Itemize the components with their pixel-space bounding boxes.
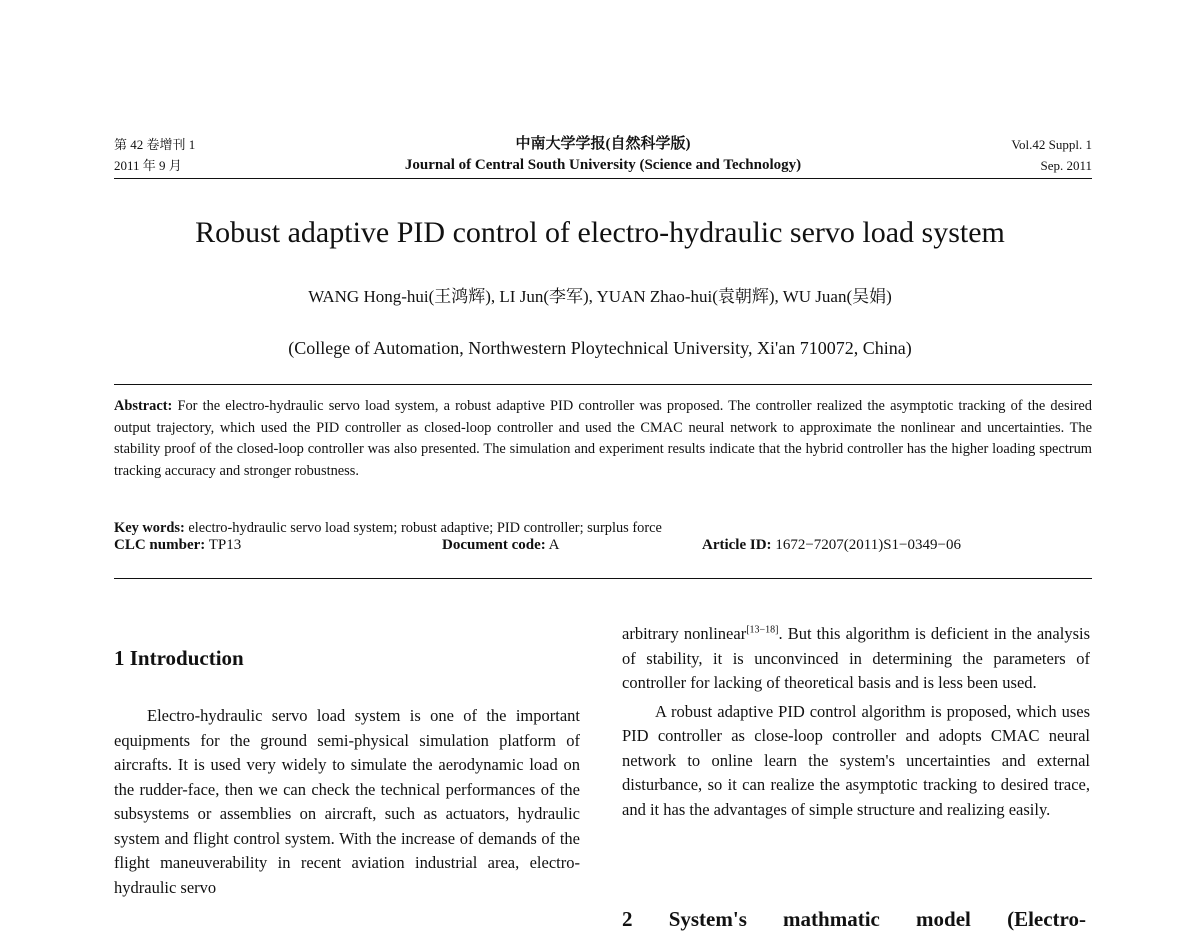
- date-cn: 2011 年 9 月: [114, 158, 182, 173]
- document-code: [442, 537, 560, 554]
- header-right: [1011, 134, 1092, 176]
- section1-heading: 1 Introduction: [114, 646, 244, 670]
- keywords: [114, 518, 1092, 538]
- running-header: [114, 134, 1092, 178]
- header-center: [314, 134, 892, 176]
- doc-value: A: [548, 537, 560, 553]
- intro-paragraph: Electro-hydraulic servo load system is one of the important equipments for the ground semi-physical simulation platform of aircrafts. It is used very widely to simulate the aerodynamic load on the rudder-face, then we can check the technical performances of the subsystems or assemblies on aircraft, such as actuators, hydraulic system and flight control system. With the increase of demands of the flight maneuverability in recent aviation industrial area, electro-hydraulic servo: [114, 706, 580, 897]
- continued-text-b: . But this algorithm is deficient in the analysis of stability, it is unconvinced in determining the parameters of controller for lacking of theoretical basis and is less been used.: [622, 624, 1091, 692]
- abstract: [114, 396, 1092, 482]
- doc-label: Document code:: [442, 537, 546, 553]
- affiliation: (College of Automation, Northwestern Ploytechnical University, Xi'an 710072, China): [288, 338, 912, 358]
- abstract-top-rule: [114, 384, 1092, 385]
- continued-paragraph: [622, 622, 1090, 696]
- header-left: [114, 134, 195, 176]
- clc-number: [114, 537, 241, 554]
- abstract-text: For the electro-hydraulic servo load system, a robust adaptive PID controller was proposed. The controller realized the asymptotic tracking of the desired output trajectory, which used the PID controller as closed-loop controller and used the CMAC neural network to approximate the nonlinear and uncertainties. The stability proof of the closed-loop controller was also presented. The simulation and experiment results indicate that the hybrid controller has the higher loading spectrum tracking accuracy and stronger robustness.: [114, 398, 1092, 479]
- paper-title: Robust adaptive PID control of electro-hydraulic servo load system: [195, 216, 1005, 249]
- clc-value: TP13: [208, 537, 242, 553]
- header-rule: [114, 178, 1092, 179]
- section2-heading: 2 System's mathmatic model (Electro-: [622, 907, 1086, 931]
- article-value: 1672−7207(2011)S1−0349−06: [775, 537, 961, 553]
- continued-text-a: arbitrary nonlinear: [622, 624, 747, 643]
- left-column: [114, 704, 580, 900]
- right-column: [622, 622, 1090, 822]
- clc-label: CLC number:: [114, 537, 206, 553]
- article-label: Article ID:: [702, 537, 772, 553]
- abstract-label: Abstract:: [114, 398, 173, 414]
- journal-name-en: Journal of Central South University (Science and Technology): [404, 157, 802, 173]
- author-list: WANG Hong-hui(王鸿辉), LI Jun(李军), YUAN Zhao-hui(袁朝辉), WU Juan(吴娟): [308, 287, 892, 306]
- article-meta: [114, 537, 1092, 559]
- proposal-paragraph: A robust adaptive PID control algorithm is proposed, which uses PID controller as close-loop controller and adopts CMAC neural network to online learn the system's uncertainties and external disturbance, so it can realize the asymptotic tracking to desired trace, and it has the advantages of simple structure and realizing easily.: [622, 701, 1090, 819]
- keywords-label: Key words:: [114, 520, 185, 536]
- volume-cn: 第 42 卷增刊 1: [114, 137, 196, 152]
- journal-name-cn: 中南大学学报(自然科学版): [515, 136, 691, 152]
- volume-en: Vol.42 Suppl. 1: [1011, 137, 1092, 152]
- date-en: Sep. 2011: [1040, 158, 1092, 173]
- keywords-text: electro-hydraulic servo load system; robust adaptive; PID controller; surplus force: [188, 520, 662, 536]
- article-id: [702, 537, 961, 554]
- abstract-bottom-rule: [114, 578, 1092, 579]
- citation: [13−18]: [746, 624, 779, 636]
